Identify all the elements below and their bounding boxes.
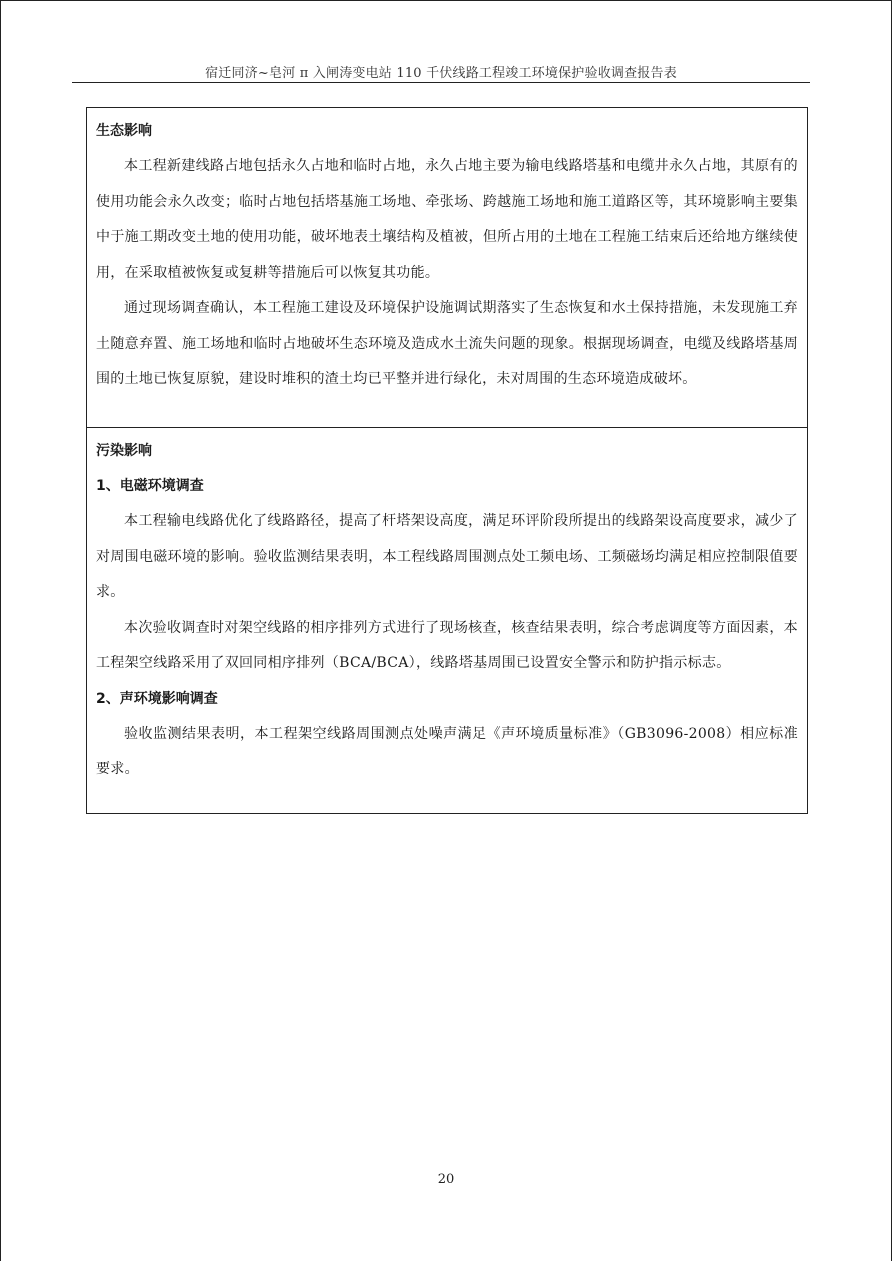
ecology-paragraph: 本工程新建线路占地包括永久占地和临时占地，永久占地主要为输电线路塔基和电缆井永久占地，其原有的使用功能会永久改变；临时占地包括塔基施工场地、牵张场、跨越施工场地和施工道路区等，其环境影响主要集中于施工期改变土地的使用功能，破坏地表土壤结构及植被，但所占用的土地在工程施工结束后还给地方继续使用，在采取植被恢复或复耕等措施后可以恢复其功能。 bbox=[96, 158, 798, 281]
report-table bbox=[86, 107, 808, 814]
ecology-section bbox=[87, 108, 807, 427]
pollution-section bbox=[87, 427, 807, 813]
acoustic-paragraph: 验收监测结果表明，本工程架空线路周围测点处噪声满足《声环境质量标准》（GB3096-2008）相应标准要求。 bbox=[96, 725, 798, 777]
electromagnetic-paragraph: 本工程输电线路优化了线路路径，提高了杆塔架设高度，满足环评阶段所提出的线路架设高度要求，减少了对周围电磁环境的影响。验收监测结果表明，本工程线路周围测点处工频电场、工频磁场均满足相应控制限值要求。 bbox=[96, 513, 798, 600]
ecology-title: 生态影响 bbox=[96, 123, 152, 139]
electromagnetic-paragraph: 本次验收调查时对架空线路的相序排列方式进行了现场核查，核查结果表明，综合考虑调度等方面因素，本工程架空线路采用了双回同相序排列（BCA/BCA），线路塔基周围已设置安全警示和防护指示标志。 bbox=[96, 619, 798, 671]
page-number: 20 bbox=[437, 1172, 455, 1187]
electromagnetic-subtitle: 1、电磁环境调查 bbox=[96, 478, 204, 494]
document-header: 宿迁同济~皂河 π 入闸涛变电站 110 千伏线路工程竣工环境保护验收调查报告表 bbox=[205, 66, 677, 81]
acoustic-subtitle: 2、声环境影响调查 bbox=[96, 690, 218, 707]
header-rule bbox=[72, 82, 810, 83]
pollution-title: 污染影响 bbox=[96, 443, 152, 459]
ecology-paragraph: 通过现场调查确认，本工程施工建设及环境保护设施调试期落实了生态恢复和水土保持措施，未发现施工弃土随意弃置、施工场地和临时占地破坏生态环境及造成水土流失问题的现象。根据现场调查，电缆及线路塔基周围的土地已恢复原貌，建设时堆积的渣土均已平整并进行绿化，未对周围的生态环境造成破坏。 bbox=[96, 300, 798, 387]
